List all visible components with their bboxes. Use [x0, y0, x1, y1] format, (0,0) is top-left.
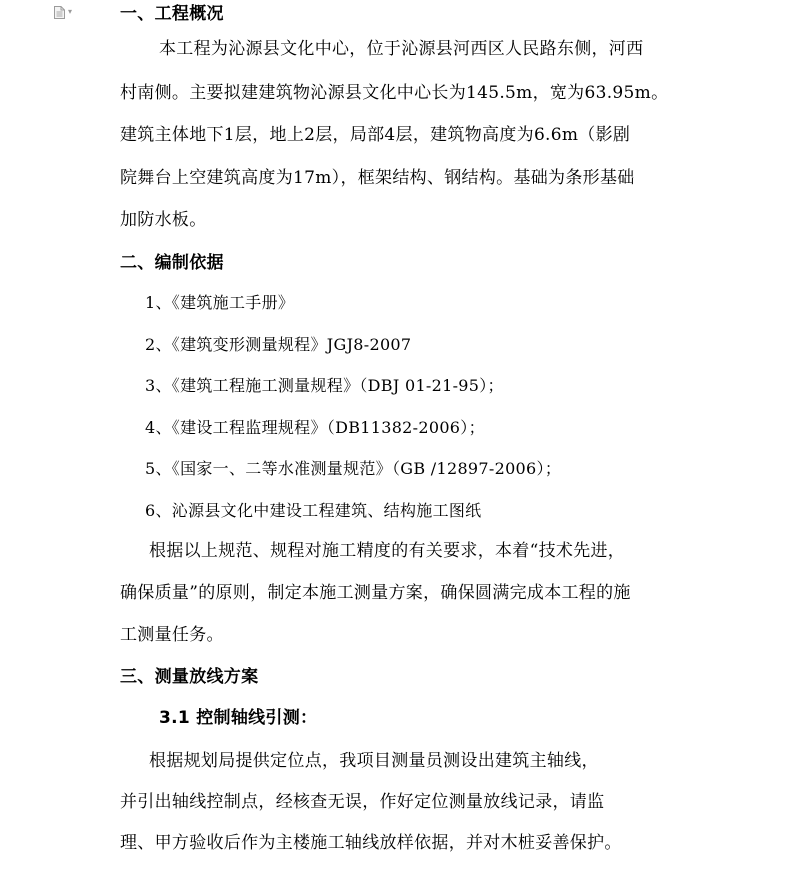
paragraph-line: 院舞台上空建筑高度为17m），框架结构、钢结构。基础为条形基础 — [120, 168, 635, 188]
document-icon — [54, 6, 65, 19]
document-menu[interactable] — [54, 4, 72, 20]
section-3-heading: 三、测量放线方案 — [120, 667, 259, 687]
reference-item: 4、《建设工程监理规程》（DB11382-2006）； — [145, 418, 485, 437]
paragraph-line: 确保质量”的原则，制定本施工测量方案，确保圆满完成本工程的施 — [120, 583, 631, 603]
paragraph-line: 加防水板。 — [120, 210, 207, 230]
reference-item: 2、《建筑变形测量规程》JGJ8-2007 — [145, 335, 412, 354]
paragraph-line: 村南侧。主要拟建建筑物沁源县文化中心长为145.5m，宽为63.95m。 — [120, 83, 669, 103]
paragraph-line: 建筑主体地下1层，地上2层，局部4层，建筑物高度为6.6m（影剧 — [120, 125, 631, 145]
section-2-heading: 二、编制依据 — [120, 253, 224, 273]
paragraph-line: 工测量任务。 — [120, 625, 224, 645]
reference-item: 6、沁源县文化中建设工程建筑、结构施工图纸 — [145, 501, 482, 520]
subsection-heading: 3.1 控制轴线引测： — [159, 708, 318, 728]
paragraph-line: 本工程为沁源县文化中心，位于沁源县河西区人民路东侧，河西 — [159, 39, 644, 59]
chevron-down-icon[interactable]: ▾ — [68, 7, 73, 16]
reference-item: 5、《国家一、二等水准测量规范》（GB /12897-2006）； — [145, 459, 562, 478]
reference-item: 3、《建筑工程施工测量规程》（DBJ 01-21-95）； — [145, 376, 504, 395]
paragraph-line: 理、甲方验收后作为主楼施工轴线放样依据，并对木桩妥善保护。 — [120, 833, 622, 853]
paragraph-line: 根据以上规范、规程对施工精度的有关要求，本着“技术先进， — [149, 541, 626, 561]
paragraph-line: 并引出轴线控制点，经核查无误，作好定位测量放线记录，请监 — [120, 792, 605, 812]
reference-item: 1、《建筑施工手册》 — [145, 293, 295, 312]
paragraph-line: 根据规划局提供定位点，我项目测量员测设出建筑主轴线， — [149, 751, 599, 771]
section-1-heading: 一、工程概况 — [120, 4, 224, 24]
